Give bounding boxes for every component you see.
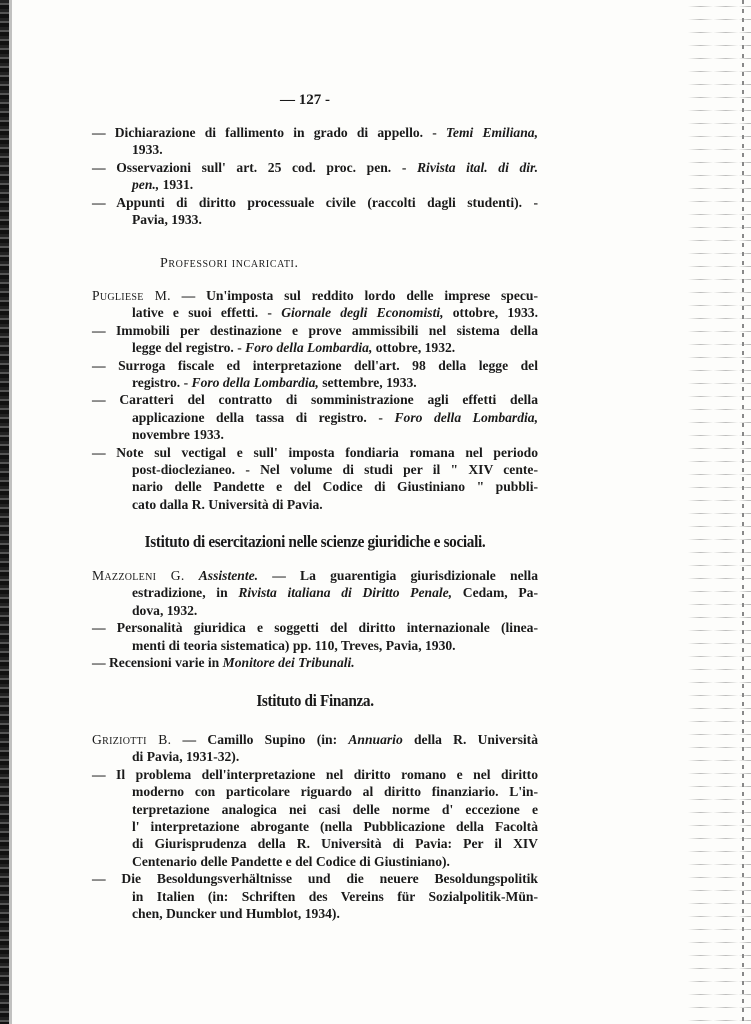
text-segment: — Caratteri del contratto di somministrazione agli effetti della <box>92 392 538 408</box>
italic-citation: Annuario <box>348 732 403 747</box>
text-segment: di Giurisprudenza della R. Università di Pavia: Per il XIV <box>132 836 538 852</box>
text-segment: — Note sul vectigal e sull' imposta fondiaria romana nel periodo <box>92 444 538 460</box>
text-line <box>92 870 538 887</box>
text-segment: 1933. <box>132 142 163 158</box>
text-segment: — Recensioni varie in <box>92 654 223 670</box>
text-segment: dova, 1932. <box>132 602 198 618</box>
text-line <box>132 748 538 765</box>
text-segment: — Surroga fiscale ed interpretazione dell'art. 98 della legge del <box>92 357 538 373</box>
text-segment: della R. Università <box>402 732 538 747</box>
text-line <box>132 888 538 905</box>
text-line <box>132 783 538 800</box>
text-segment: — Immobili per destinazione e prove ammissibili nel sistema della <box>92 322 538 338</box>
text-line <box>92 654 538 671</box>
italic-citation: Foro della Lombardia, <box>394 409 538 425</box>
text-line <box>132 409 538 426</box>
author-name: Mazzoleni G. <box>92 568 185 583</box>
italic-citation: pen., <box>132 177 160 193</box>
bibliography-block-mazzoleni <box>92 567 538 671</box>
italic-citation: Foro della Lombardia, <box>191 374 319 390</box>
text-segment: in Italien (in: Schriften des Vereins für Sozialpolitik-Mün- <box>132 888 538 904</box>
text-segment: ottobre, 1933. <box>443 305 538 321</box>
section-heading-istituto-finanza: Istituto di Finanza. <box>256 691 374 710</box>
italic-citation: Giornale degli Economisti, <box>281 305 444 321</box>
text-segment: 1931. <box>159 177 194 193</box>
text-segment: Centenario delle Pandette e del Codice di Giustiniano). <box>132 853 450 869</box>
text-line <box>92 287 538 304</box>
italic-citation: Foro della Lombardia, <box>245 340 373 356</box>
text-segment: nario delle Pandette e del Codice di Giustiniano " pubbli- <box>132 479 538 495</box>
scan-edge-right-line <box>742 0 744 1024</box>
text-line <box>132 905 538 922</box>
text-line <box>132 426 538 443</box>
text-line <box>132 339 538 356</box>
bibliography-block-pugliese <box>92 287 538 513</box>
text-segment: lative e suoi effetti. - <box>132 305 282 321</box>
text-segment: registro. - <box>132 374 192 390</box>
text-line <box>132 835 538 852</box>
bibliography-block-previous-author <box>92 124 538 228</box>
text-segment: applicazione della tassa di registro. - <box>132 409 395 425</box>
text-line <box>132 478 538 495</box>
scan-border-left-shadow <box>9 0 12 1024</box>
text-segment: settembre, 1933. <box>318 374 417 390</box>
italic-citation: Rivista ital. di dir. <box>416 159 538 175</box>
text-line <box>92 619 538 636</box>
author-name: Pugliese M. <box>92 288 171 303</box>
text-line <box>92 194 538 211</box>
text-segment: legge del registro. - <box>132 340 246 356</box>
text-line <box>92 124 538 141</box>
text-line <box>132 818 538 835</box>
text-line <box>132 853 538 870</box>
text-line <box>92 391 538 408</box>
section-subheading-professori-incaricati: Professori incaricati. <box>160 256 299 271</box>
section-heading-istituto-esercitazioni: Istituto di esercitazioni nelle scienze giuridiche e sociali. <box>144 532 486 551</box>
text-segment: ottobre, 1932. <box>372 340 456 356</box>
text-line <box>92 159 538 176</box>
text-segment <box>185 568 199 583</box>
text-segment: — Un'imposta sul reddito lordo delle imprese specu- <box>170 288 538 303</box>
text-segment: — La guarentigia giurisdizionale nella <box>258 568 538 583</box>
text-segment: moderno con particolare riguardo al diritto finanziario. L'in- <box>132 784 538 800</box>
text-segment: chen, Duncker und Humblot, 1934). <box>132 905 340 921</box>
author-name: Griziotti B. <box>92 732 172 747</box>
text-line <box>92 567 538 584</box>
text-segment: novembre 1933. <box>132 427 224 443</box>
text-line <box>132 176 538 193</box>
text-segment: Pavia, 1933. <box>132 211 202 227</box>
text-line <box>132 496 538 513</box>
text-line <box>132 801 538 818</box>
text-line <box>92 766 538 783</box>
italic-citation: Assistente. <box>198 568 259 583</box>
text-segment: — Personalità giuridica e soggetti del diritto internazionale (linea- <box>92 620 538 636</box>
page-number: — 127 - <box>280 92 330 108</box>
text-line <box>132 211 538 228</box>
text-line <box>132 584 538 601</box>
text-line <box>132 637 538 654</box>
text-segment: — Dichiarazione di fallimento in grado di appello. - <box>92 125 446 140</box>
text-line <box>132 461 538 478</box>
text-segment: l' interpretazione abrogante (nella Pubblicazione della Facoltà <box>132 818 538 834</box>
text-line <box>132 141 538 158</box>
text-line <box>132 374 538 391</box>
text-line <box>92 731 538 748</box>
text-line <box>92 357 538 374</box>
scan-border-left <box>0 0 9 1024</box>
bibliography-block-griziotti <box>92 731 538 922</box>
text-line <box>132 304 538 321</box>
text-segment: terpretazione analogica nei casi delle norme d' eccezione e <box>132 801 538 817</box>
text-segment: Cedam, Pa- <box>452 585 538 601</box>
text-segment: — Appunti di diritto processuale civile (raccolti dagli studenti). - <box>92 194 538 210</box>
text-segment: estradizione, in <box>132 585 239 601</box>
text-segment: cato dalla R. Università di Pavia. <box>132 496 323 512</box>
text-line <box>132 602 538 619</box>
italic-citation: Temi Emiliana, <box>445 125 538 140</box>
text-segment: — Camillo Supino (in: <box>171 732 349 747</box>
text-line <box>92 444 538 461</box>
text-segment: — Il problema dell'interpretazione nel diritto romano e nel diritto <box>92 766 538 782</box>
text-line <box>92 322 538 339</box>
italic-citation: Monitore dei Tribunali. <box>222 654 355 670</box>
text-segment: menti di teoria sistematica) pp. 110, Treves, Pavia, 1930. <box>132 637 456 653</box>
text-segment: — Die Besoldungsverhältnisse und die neuere Besoldungspolitik <box>92 871 538 887</box>
text-segment: post-dioclezianeo. - Nel volume di studi per il " XIV cente- <box>132 461 538 477</box>
text-segment: — Osservazioni sull' art. 25 cod. proc. pen. - <box>92 159 417 175</box>
italic-citation: Rivista italiana di Diritto Penale, <box>238 585 453 601</box>
text-segment: di Pavia, 1931-32). <box>132 749 240 765</box>
